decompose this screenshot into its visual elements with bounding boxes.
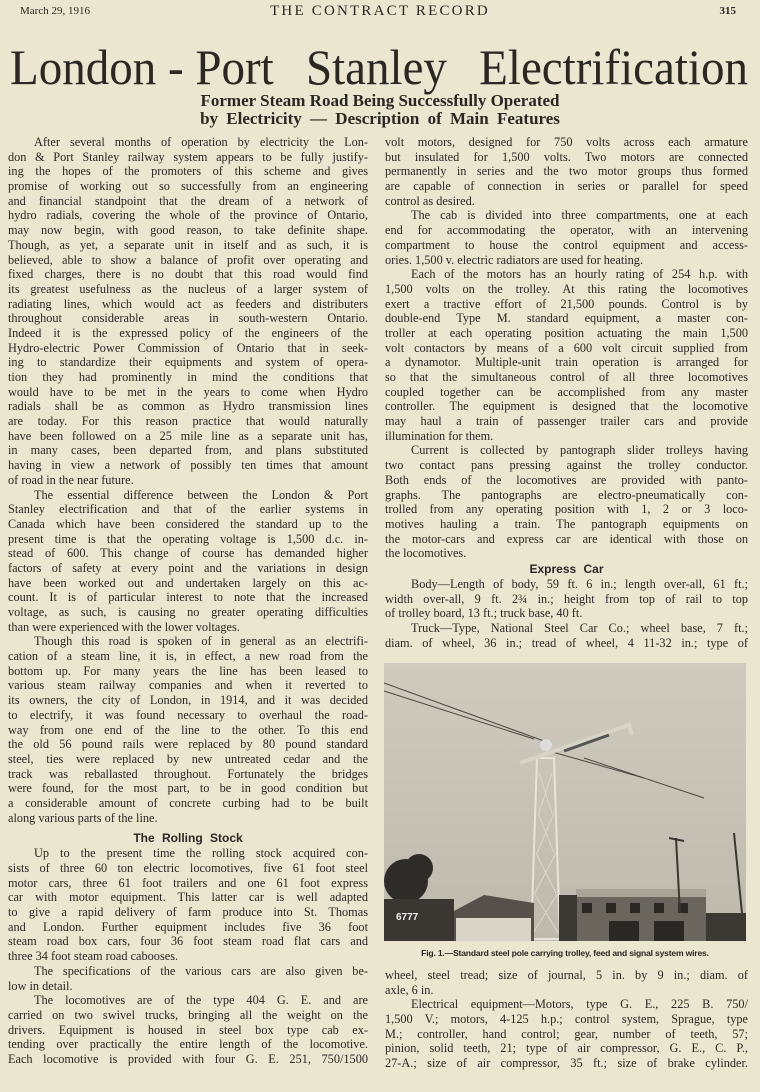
text-line: Canada which have been considered the standard up to the: [8, 516, 368, 531]
paragraph: [385, 577, 748, 621]
text-line: Each locomotive is provided with four G. E. 251, 750/1500: [8, 1051, 368, 1066]
text-line: pinion, solid teeth, 21; type of air compressor, G. E., C. P.,: [385, 1041, 748, 1056]
text-line: Though, as yet, a separate unit in itself and as such, it is: [8, 237, 368, 252]
text-line: so that the simultaneous control of all three locomotives: [385, 370, 748, 384]
text-line: the old 56 pound rails were replaced by 80 pound standard: [8, 737, 368, 752]
text-line: controller. The equipment is designed that the locomotive: [385, 399, 748, 414]
text-line: axle, 6 in.: [385, 982, 434, 997]
text-line: After several months of operation by electricity the Lon-: [34, 135, 368, 149]
text-line: and London. Further equipment includes five 36 foot: [8, 919, 368, 934]
text-line: volt motors, designed for 750 volts across each armature: [385, 135, 748, 149]
text-line: Up to the present time the rolling stock acquired con-: [34, 846, 368, 861]
text-line: Body—Length of body, 59 ft. 6 in.; length over-all, 61 ft.;: [411, 576, 748, 591]
text-line: have been worked out and undertaken largely on this ac-: [8, 575, 368, 590]
text-line: have been followed on a 25 mile line as a separate unit has,: [8, 428, 368, 443]
text-line: M.; controller, hand control; gear, number of teeth, 57;: [385, 1026, 748, 1041]
text-line: its owners, the city of London, in 1914, and it was decided: [8, 693, 368, 708]
text-line: stead of 600. This change of course has demanded higher: [8, 546, 368, 561]
right-column-bottom: [385, 968, 748, 1071]
text-line: ing the hopes of the promoters of this scheme and gives: [8, 164, 368, 179]
text-line: low in detail.: [8, 978, 73, 993]
paragraph: [385, 968, 748, 997]
text-line: a dynamotor. Multiple-unit train operation is arranged for: [385, 355, 748, 370]
text-line: coupled together can be accomplished from any master: [385, 384, 748, 399]
paragraph: [385, 208, 748, 267]
text-line: Hydro-electric Power Commission of Ontario that in seek-: [8, 340, 368, 355]
title-word: Stanley: [305, 40, 447, 96]
right-column-top: [385, 135, 748, 650]
text-line: present time is that the operating voltage is 1,500 d.c. in-: [8, 531, 368, 546]
paragraph: [8, 993, 368, 1066]
text-line: factors of safety at every point and the variations in design: [8, 560, 368, 575]
text-line: way from one end of the line to the other. To this end: [8, 722, 368, 737]
text-line: two contact pans pressing against the trolley conductor.: [385, 458, 748, 473]
text-line: 1,500 volts on the trolley. At this rating the locomotives: [385, 281, 748, 296]
text-line: believed, able to show a balance of profit over operating and: [8, 252, 368, 267]
paragraph: [8, 964, 368, 993]
text-line: steel, ties were replaced by new untreated cedar and the: [8, 751, 368, 766]
text-line: exert a tractive effort of 21,500 pounds. Control is by: [385, 296, 748, 311]
car-number-sign: 6777: [396, 912, 419, 923]
text-line: don & Port Stanley railway system appears to be fully justify-: [8, 149, 368, 164]
section-heading: Express Car: [529, 561, 604, 576]
text-line: of trolley board, 13 ft.; truck base, 40 ft.: [385, 606, 583, 621]
title-word: London - Port: [10, 40, 274, 96]
text-line: Indeed it is the expressed policy of the engineers of the: [8, 325, 368, 340]
text-line: Each of the motors has an hourly rating of 254 h.p. with: [411, 267, 748, 282]
text-line: Truck—Type, National Steel Car Co.; wheel base, 7 ft.;: [411, 621, 748, 635]
text-line: fixed charges, there is no doubt that this road would find: [8, 267, 368, 282]
text-line: count. It is of particular interest to note that the increased: [8, 590, 368, 605]
text-line: control as desired.: [385, 193, 475, 208]
text-line: having in view a network of possibly ten times that amount: [8, 458, 368, 473]
text-line: double-end Type M. standard equipment, a master con-: [385, 311, 748, 326]
paragraph: [8, 846, 368, 964]
text-line: graphs. The pantographs are electro-pneumatically con-: [385, 487, 748, 502]
section-heading: The Rolling Stock: [133, 831, 243, 846]
text-line: may haul a train of passenger trailer cars and provide: [385, 414, 748, 429]
text-line: to give a rapid delivery of farm produce into St. Thomas: [8, 905, 368, 920]
text-line: its greatest usefulness as the nucleus of a larger system of: [8, 281, 368, 296]
text-line: trolled from any operating position with 1, 2 or 3 loco-: [385, 502, 748, 517]
text-line: The essential difference between the London & Port: [34, 487, 368, 502]
text-line: motives hauling a train. The pantograph equipments on: [385, 516, 748, 531]
header-date: March 29, 1916: [20, 5, 90, 17]
text-line: The specifications of the various cars are also given be-: [34, 963, 368, 978]
text-line: a considerable amount of concrete curbing had to be built: [8, 795, 368, 810]
text-line: drivers. Equipment is housed in steel box type cab ex-: [8, 1022, 368, 1037]
text-line: and financial standpoint that the dream of a network of: [8, 193, 368, 208]
subtitle-line: Former Steam Road Being Successfully Operated: [200, 91, 560, 110]
text-line: Stanley electrification and that of the earlier systems in: [8, 502, 368, 517]
text-line: carried on two swivel trucks, bringing all the weight on the: [8, 1007, 368, 1022]
text-line: would have to be met in the years to come when Hydro: [8, 384, 368, 399]
text-line: radiating lines, which would act as feeders and distributers: [8, 296, 368, 311]
text-line: radials shall be as common as Hydro transmission lines: [8, 399, 368, 414]
paragraph: [385, 267, 748, 443]
publication-name: THE CONTRACT RECORD: [270, 3, 490, 19]
text-line: were found, for the most part, to be in good condition but: [8, 781, 368, 796]
text-line: than were experienced with the lower voltages.: [8, 619, 240, 634]
article-title: [10, 41, 748, 96]
text-line: ing to standardize their equipments and system of opera-: [8, 355, 368, 370]
text-line: end for accommodating the operator, with an intervening: [385, 223, 748, 238]
paragraph: [385, 135, 748, 208]
figure-caption: Fig. 1.—Standard steel pole carrying trolley, feed and signal system wires.: [421, 948, 709, 958]
left-column: [8, 135, 368, 1067]
paragraph: [8, 488, 368, 635]
text-line: various steam railway companies and when it reverted to: [8, 678, 368, 693]
text-line: motor cars, three 61 foot trailers and one 61 foot express: [8, 875, 368, 890]
text-line: Both ends of the locomotives are provided with panto-: [385, 472, 748, 487]
text-line: but insulated for 1,500 volts. Two motors are connected: [385, 149, 748, 164]
title-word: Electrification: [479, 40, 748, 96]
page-number: 315: [719, 5, 736, 17]
text-line: Electrical equipment—Motors, type G. E., 225 B. 750/: [411, 997, 748, 1012]
text-line: 27-A.; size of air compressor, 35 ft.; size of brake cylinder.: [385, 1056, 748, 1071]
text-line: sists of three 60 ton electric locomotives, five 61 foot steel: [8, 861, 368, 875]
text-line: are capable of connection in series or parallel for speed: [385, 179, 748, 194]
text-line: the motor-cars and express car are identical with those on: [385, 531, 748, 546]
text-line: volt contactors by means of a 600 volt circuit supplied from: [385, 340, 748, 355]
text-line: 1,500 V.; motors, 4-125 h.p.; control system, Sprague, type: [385, 1012, 748, 1027]
text-line: in many cases, been departed from, and plans substituted: [8, 443, 368, 458]
text-line: track was reballasted throughout. Fortunately the bridges: [8, 766, 368, 781]
text-line: cation of a steam line, it is, in effect, a new road from the: [8, 649, 368, 664]
text-line: to electrify, it was found necessary to overhaul the road-: [8, 707, 368, 722]
text-line: throughout considerable areas in south-western Ontario.: [8, 311, 368, 326]
text-line: promise of working out so successfully from an engineering: [8, 179, 368, 194]
text-line: The cab is divided into three compartments, one at each: [411, 208, 748, 223]
paragraph: [385, 443, 748, 561]
figure-photo: [384, 663, 746, 941]
text-line: three 34 foot steam road cabooses.: [8, 949, 179, 964]
paragraph: [8, 135, 368, 488]
paragraph: [8, 634, 368, 825]
text-line: diam. of wheel, 36 in.; tread of wheel, 4 11-32 in.; type of: [385, 635, 748, 650]
text-line: illumination for them.: [385, 428, 494, 443]
text-line: car with motor equipment. This latter car is well adapted: [8, 890, 368, 905]
text-line: wheel, steel tread; size of journal, 5 in. by 9 in.; diam. of: [385, 968, 748, 982]
text-line: the locomotives.: [385, 546, 467, 561]
text-line: compartment to house the control equipment and access-: [385, 237, 748, 252]
text-line: hydro radials, covering the whole of the province of Ontario,: [8, 208, 368, 223]
paragraph: [385, 621, 748, 650]
text-line: width over-all, 9 ft. 2¾ in.; height from top of rail to top: [385, 591, 748, 606]
text-line: Current is collected by pantograph slider trolleys having: [411, 443, 748, 458]
text-line: voltage, as such, is causing no greater operating difficulties: [8, 605, 368, 619]
paragraph: [385, 997, 748, 1070]
text-line: The locomotives are of the type 404 G. E. and are: [34, 993, 368, 1008]
text-line: tion they had prominently in mind the conditions that: [8, 370, 368, 384]
text-line: bottom up. For many years the line has been leased to: [8, 663, 368, 678]
text-line: troller at each operating position actuating the main 1,500: [385, 325, 748, 340]
text-line: permanently in series and the two motor groups thus formed: [385, 164, 748, 179]
text-line: along various parts of the line.: [8, 810, 158, 825]
text-line: of road in the near future.: [8, 472, 134, 487]
text-line: tending over practically the entire length of the locomotive.: [8, 1037, 368, 1052]
text-line: steam road box cars, four 36 foot steam road flat cars and: [8, 934, 368, 949]
subtitle-line: by Electricity — Description of Main Features: [200, 109, 560, 128]
text-line: ories. 1,500 v. electric radiators are used for heating.: [385, 252, 644, 267]
text-line: may now begin, with good reason, to take definite shape.: [8, 223, 368, 238]
text-line: Though this road is spoken of in general as an electrifi-: [34, 634, 368, 649]
text-line: are today. For this reason practice that would naturally: [8, 414, 368, 429]
